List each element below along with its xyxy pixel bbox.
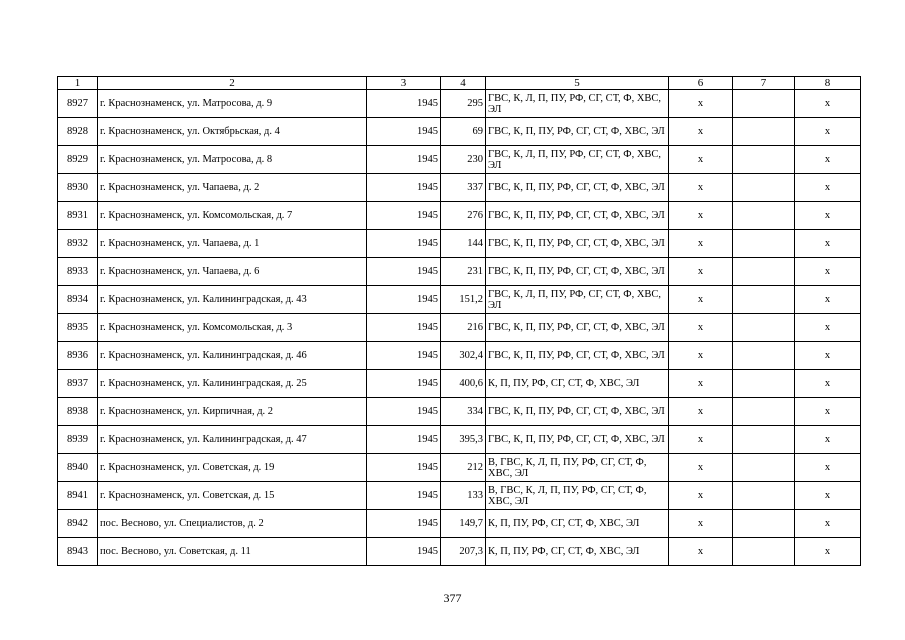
row-number: 8932	[58, 230, 98, 258]
utilities-cell: В, ГВС, К, Л, П, ПУ, РФ, СГ, СТ, Ф, ХВС, ЭЛ	[486, 482, 669, 510]
column8-cell: x	[795, 90, 861, 118]
table-row	[58, 482, 861, 510]
column7-cell	[733, 342, 795, 370]
column6-cell: x	[669, 258, 733, 286]
area-cell: 149,7	[441, 510, 486, 538]
utilities-cell: ГВС, К, П, ПУ, РФ, СГ, СТ, Ф, ХВС, ЭЛ	[486, 258, 669, 286]
row-number: 8935	[58, 314, 98, 342]
column6-cell: x	[669, 538, 733, 566]
address-cell: г. Краснознаменск, ул. Советская, д. 15	[98, 482, 367, 510]
column8-cell: x	[795, 118, 861, 146]
table-row	[58, 342, 861, 370]
area-cell: 295	[441, 90, 486, 118]
column8-cell: x	[795, 314, 861, 342]
column8-cell: x	[795, 482, 861, 510]
year-cell: 1945	[367, 538, 441, 566]
column6-cell: x	[669, 314, 733, 342]
row-number: 8929	[58, 146, 98, 174]
column8-cell: x	[795, 398, 861, 426]
area-cell: 212	[441, 454, 486, 482]
area-cell: 276	[441, 202, 486, 230]
address-cell: г. Краснознаменск, ул. Комсомольская, д. 3	[98, 314, 367, 342]
utilities-cell: ГВС, К, П, ПУ, РФ, СГ, СТ, Ф, ХВС, ЭЛ	[486, 174, 669, 202]
row-number: 8939	[58, 426, 98, 454]
table-row	[58, 538, 861, 566]
column7-cell	[733, 314, 795, 342]
address-cell: г. Краснознаменск, ул. Комсомольская, д. 7	[98, 202, 367, 230]
area-cell: 230	[441, 146, 486, 174]
column6-cell: x	[669, 426, 733, 454]
column7-cell	[733, 510, 795, 538]
table-row	[58, 510, 861, 538]
column7-cell	[733, 538, 795, 566]
year-cell: 1945	[367, 426, 441, 454]
year-cell: 1945	[367, 314, 441, 342]
year-cell: 1945	[367, 398, 441, 426]
column6-cell: x	[669, 286, 733, 314]
column7-cell	[733, 174, 795, 202]
row-number: 8937	[58, 370, 98, 398]
utilities-cell: ГВС, К, П, ПУ, РФ, СГ, СТ, Ф, ХВС, ЭЛ	[486, 314, 669, 342]
row-number: 8943	[58, 538, 98, 566]
table-row	[58, 370, 861, 398]
utilities-cell: К, П, ПУ, РФ, СГ, СТ, Ф, ХВС, ЭЛ	[486, 510, 669, 538]
table-row	[58, 286, 861, 314]
year-cell: 1945	[367, 174, 441, 202]
address-cell: г. Краснознаменск, ул. Калининградская, д. 46	[98, 342, 367, 370]
year-cell: 1945	[367, 510, 441, 538]
table-row	[58, 258, 861, 286]
year-cell: 1945	[367, 342, 441, 370]
column7-cell	[733, 370, 795, 398]
column7-cell	[733, 230, 795, 258]
column7-cell	[733, 118, 795, 146]
address-cell: г. Краснознаменск, ул. Калининградская, д. 25	[98, 370, 367, 398]
area-cell: 395,3	[441, 426, 486, 454]
area-cell: 69	[441, 118, 486, 146]
address-cell: г. Краснознаменск, ул. Октябрьская, д. 4	[98, 118, 367, 146]
address-cell: г. Краснознаменск, ул. Чапаева, д. 6	[98, 258, 367, 286]
utilities-cell: В, ГВС, К, Л, П, ПУ, РФ, СГ, СТ, Ф, ХВС, ЭЛ	[486, 454, 669, 482]
row-number: 8933	[58, 258, 98, 286]
column7-cell	[733, 454, 795, 482]
address-cell: г. Краснознаменск, ул. Матросова, д. 9	[98, 90, 367, 118]
column8-cell: x	[795, 454, 861, 482]
column8-cell: x	[795, 342, 861, 370]
row-number: 8942	[58, 510, 98, 538]
table-row	[58, 118, 861, 146]
column8-cell: x	[795, 174, 861, 202]
year-cell: 1945	[367, 202, 441, 230]
utilities-cell: ГВС, К, Л, П, ПУ, РФ, СГ, СТ, Ф, ХВС, ЭЛ	[486, 146, 669, 174]
address-cell: г. Краснознаменск, ул. Советская, д. 19	[98, 454, 367, 482]
table-row	[58, 426, 861, 454]
column6-cell: x	[669, 230, 733, 258]
table-row	[58, 174, 861, 202]
utilities-cell: ГВС, К, П, ПУ, РФ, СГ, СТ, Ф, ХВС, ЭЛ	[486, 426, 669, 454]
column-header: 8	[795, 77, 861, 90]
year-cell: 1945	[367, 286, 441, 314]
area-cell: 231	[441, 258, 486, 286]
column8-cell: x	[795, 286, 861, 314]
column8-cell: x	[795, 510, 861, 538]
table-row	[58, 90, 861, 118]
area-cell: 400,6	[441, 370, 486, 398]
column7-cell	[733, 90, 795, 118]
column-header: 2	[98, 77, 367, 90]
year-cell: 1945	[367, 482, 441, 510]
table-row	[58, 230, 861, 258]
header-row	[58, 77, 861, 90]
column8-cell: x	[795, 202, 861, 230]
column6-cell: x	[669, 510, 733, 538]
column6-cell: x	[669, 398, 733, 426]
utilities-cell: ГВС, К, П, ПУ, РФ, СГ, СТ, Ф, ХВС, ЭЛ	[486, 398, 669, 426]
utilities-cell: К, П, ПУ, РФ, СГ, СТ, Ф, ХВС, ЭЛ	[486, 538, 669, 566]
row-number: 8928	[58, 118, 98, 146]
column6-cell: x	[669, 90, 733, 118]
table-row	[58, 314, 861, 342]
column7-cell	[733, 286, 795, 314]
utilities-cell: ГВС, К, П, ПУ, РФ, СГ, СТ, Ф, ХВС, ЭЛ	[486, 230, 669, 258]
table-row	[58, 398, 861, 426]
column7-cell	[733, 398, 795, 426]
column6-cell: x	[669, 342, 733, 370]
address-cell: пос. Весново, ул. Специалистов, д. 2	[98, 510, 367, 538]
area-cell: 337	[441, 174, 486, 202]
column-header: 5	[486, 77, 669, 90]
register-table	[57, 76, 861, 566]
table-body	[58, 90, 861, 566]
row-number: 8931	[58, 202, 98, 230]
column6-cell: x	[669, 202, 733, 230]
year-cell: 1945	[367, 118, 441, 146]
column-header: 3	[367, 77, 441, 90]
column8-cell: x	[795, 146, 861, 174]
row-number: 8930	[58, 174, 98, 202]
address-cell: пос. Весново, ул. Советская, д. 11	[98, 538, 367, 566]
column8-cell: x	[795, 426, 861, 454]
utilities-cell: К, П, ПУ, РФ, СГ, СТ, Ф, ХВС, ЭЛ	[486, 370, 669, 398]
utilities-cell: ГВС, К, Л, П, ПУ, РФ, СГ, СТ, Ф, ХВС, ЭЛ	[486, 286, 669, 314]
area-cell: 302,4	[441, 342, 486, 370]
table-row	[58, 202, 861, 230]
column7-cell	[733, 426, 795, 454]
utilities-cell: ГВС, К, Л, П, ПУ, РФ, СГ, СТ, Ф, ХВС, ЭЛ	[486, 90, 669, 118]
column6-cell: x	[669, 174, 733, 202]
column8-cell: x	[795, 370, 861, 398]
column-header: 1	[58, 77, 98, 90]
address-cell: г. Краснознаменск, ул. Матросова, д. 8	[98, 146, 367, 174]
utilities-cell: ГВС, К, П, ПУ, РФ, СГ, СТ, Ф, ХВС, ЭЛ	[486, 342, 669, 370]
area-cell: 133	[441, 482, 486, 510]
row-number: 8936	[58, 342, 98, 370]
year-cell: 1945	[367, 230, 441, 258]
table-row	[58, 146, 861, 174]
column7-cell	[733, 202, 795, 230]
address-cell: г. Краснознаменск, ул. Калининградская, д. 47	[98, 426, 367, 454]
year-cell: 1945	[367, 370, 441, 398]
area-cell: 207,3	[441, 538, 486, 566]
column7-cell	[733, 482, 795, 510]
area-cell: 216	[441, 314, 486, 342]
column-header: 7	[733, 77, 795, 90]
area-cell: 151,2	[441, 286, 486, 314]
year-cell: 1945	[367, 258, 441, 286]
row-number: 8941	[58, 482, 98, 510]
utilities-cell: ГВС, К, П, ПУ, РФ, СГ, СТ, Ф, ХВС, ЭЛ	[486, 118, 669, 146]
year-cell: 1945	[367, 90, 441, 118]
column6-cell: x	[669, 370, 733, 398]
column8-cell: x	[795, 538, 861, 566]
row-number: 8927	[58, 90, 98, 118]
year-cell: 1945	[367, 146, 441, 174]
column6-cell: x	[669, 118, 733, 146]
address-cell: г. Краснознаменск, ул. Чапаева, д. 1	[98, 230, 367, 258]
row-number: 8940	[58, 454, 98, 482]
column7-cell	[733, 146, 795, 174]
area-cell: 334	[441, 398, 486, 426]
year-cell: 1945	[367, 454, 441, 482]
column6-cell: x	[669, 454, 733, 482]
column-header: 6	[669, 77, 733, 90]
column7-cell	[733, 258, 795, 286]
table-row	[58, 454, 861, 482]
page-number: 377	[443, 591, 462, 605]
address-cell: г. Краснознаменск, ул. Кирпичная, д. 2	[98, 398, 367, 426]
area-cell: 144	[441, 230, 486, 258]
column6-cell: x	[669, 482, 733, 510]
utilities-cell: ГВС, К, П, ПУ, РФ, СГ, СТ, Ф, ХВС, ЭЛ	[486, 202, 669, 230]
row-number: 8934	[58, 286, 98, 314]
column8-cell: x	[795, 258, 861, 286]
row-number: 8938	[58, 398, 98, 426]
column-header: 4	[441, 77, 486, 90]
column6-cell: x	[669, 146, 733, 174]
column8-cell: x	[795, 230, 861, 258]
address-cell: г. Краснознаменск, ул. Калининградская, д. 43	[98, 286, 367, 314]
address-cell: г. Краснознаменск, ул. Чапаева, д. 2	[98, 174, 367, 202]
